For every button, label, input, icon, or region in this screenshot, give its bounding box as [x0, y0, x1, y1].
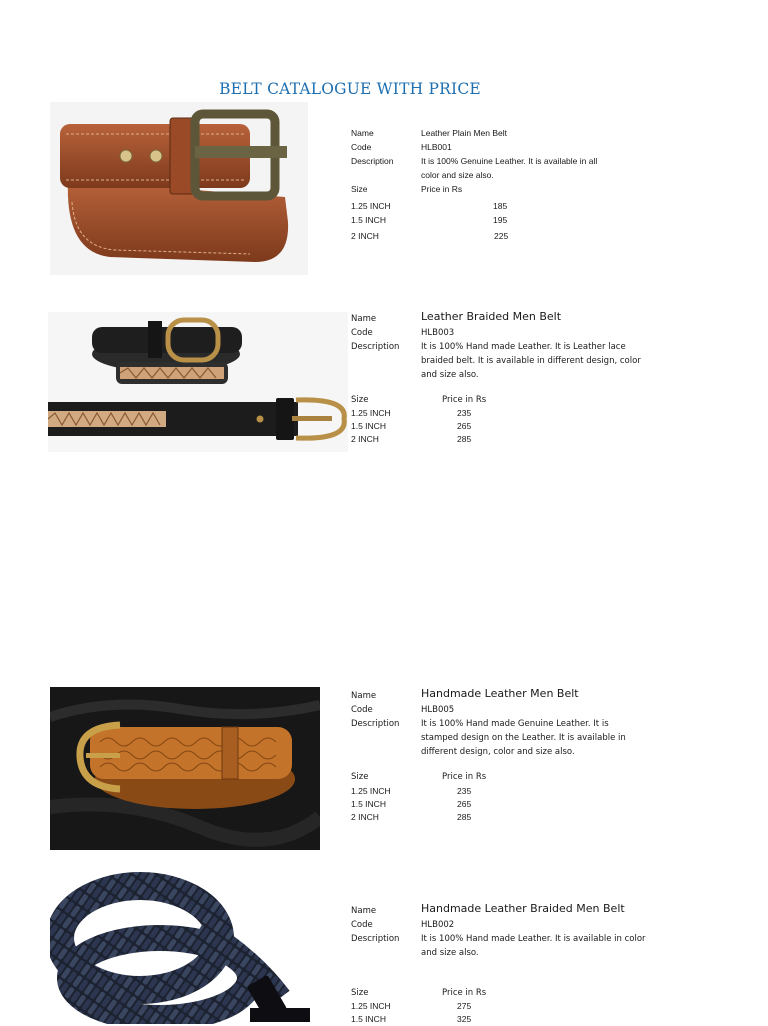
size-value: 1.5 INCH — [351, 421, 386, 431]
price-header: Price in Rs — [442, 395, 487, 405]
product-spec-hlb001 — [351, 126, 681, 251]
price-value: 285 — [457, 434, 472, 444]
size-value: 1.25 INCH — [351, 201, 391, 211]
product-name: Leather Braided Men Belt — [421, 310, 562, 323]
product-name: Handmade Leather Men Belt — [421, 687, 579, 700]
price-value: 195 — [493, 215, 508, 225]
price-value: 285 — [457, 812, 472, 822]
size-value: 2 INCH — [351, 434, 379, 444]
product-description: It is 100% Hand made Leather. It is available in color and size also. — [421, 934, 646, 958]
price-value: 265 — [457, 421, 472, 431]
name-label: Name — [351, 906, 377, 916]
size-label: Size — [351, 184, 368, 194]
size-value: 1.25 INCH — [351, 408, 391, 418]
size-value: 1.25 INCH — [351, 1001, 391, 1011]
price-value: 325 — [457, 1014, 472, 1024]
product-spec-hlb002 — [351, 902, 681, 1024]
catalogue-title: BELT CATALOGUE WITH PRICE — [219, 80, 481, 98]
product-code: HLB005 — [421, 705, 455, 715]
price-value: 275 — [457, 1001, 472, 1011]
description-label: Description — [351, 156, 394, 166]
product-description: It is 100% Hand made Genuine Leather. It is stamped design on the Leather. It is available in different design, color and size also. — [421, 719, 626, 757]
product-code: HLB003 — [421, 328, 455, 338]
price-header: Price in Rs — [442, 772, 487, 782]
product-code: HLB001 — [421, 142, 452, 152]
code-label: Code — [351, 705, 373, 715]
product-name: Leather Plain Men Belt — [421, 128, 507, 138]
product-photo-plain-belt — [50, 102, 308, 275]
product-photo-woven-belt — [50, 868, 350, 1024]
size-value: 2 INCH — [351, 812, 379, 822]
code-label: Code — [351, 142, 372, 152]
size-label: Size — [351, 395, 369, 405]
description-label: Description — [351, 719, 400, 729]
description-label: Description — [351, 342, 400, 352]
name-label: Name — [351, 691, 377, 701]
size-value: 2 INCH — [351, 231, 379, 241]
size-value: 1.5 INCH — [351, 799, 386, 809]
size-label: Size — [351, 772, 369, 782]
name-label: Name — [351, 128, 374, 138]
product-name: Handmade Leather Braided Men Belt — [421, 902, 625, 915]
size-value: 1.5 INCH — [351, 215, 386, 225]
product-photo-stamped-belt — [50, 687, 320, 850]
code-label: Code — [351, 920, 373, 930]
size-label: Size — [351, 988, 369, 998]
price-header: Price in Rs — [421, 184, 463, 194]
product-description: It is 100% Genuine Leather. It is available in all color and size also. — [421, 156, 598, 180]
product-photo-braided-belt — [48, 312, 348, 452]
product-spec-hlb005 — [351, 687, 681, 827]
size-value: 1.5 INCH — [351, 1014, 386, 1024]
size-value: 1.25 INCH — [351, 786, 391, 796]
description-label: Description — [351, 934, 400, 944]
price-value: 235 — [457, 408, 472, 418]
price-value: 235 — [457, 786, 472, 796]
price-value: 265 — [457, 799, 472, 809]
product-spec-hlb003 — [351, 310, 681, 450]
price-header: Price in Rs — [442, 988, 487, 998]
code-label: Code — [351, 328, 373, 338]
name-label: Name — [351, 314, 377, 324]
product-description: It is 100% Hand made Leather. It is Leather lace braided belt. It is available in different design, color and size also. — [421, 342, 641, 380]
product-code: HLB002 — [421, 920, 455, 930]
price-value: 185 — [493, 201, 508, 211]
price-value: 225 — [494, 231, 509, 241]
